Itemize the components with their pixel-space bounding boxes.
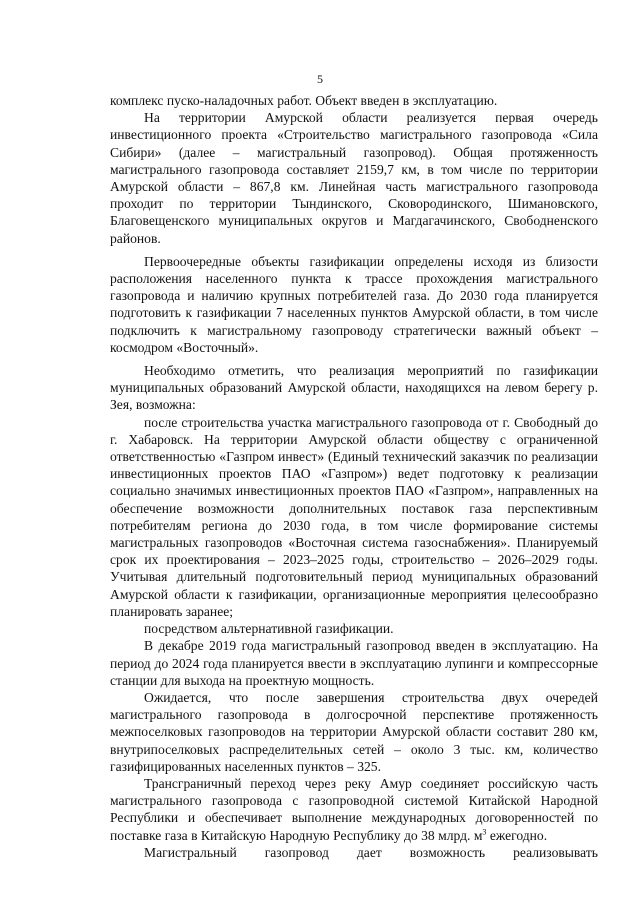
paragraph-with-superscript	[110, 775, 598, 844]
paragraph: посредством альтернативной газификации.	[144, 621, 394, 637]
page-number: 5	[317, 72, 323, 86]
paragraph-text-end: ежегодно.	[486, 827, 548, 843]
paragraph: комплекс пуско-наладочных работ. Объект введен в эксплуатацию.	[110, 93, 498, 108]
paragraph: Первоочередные объекты газификации определены исходя из близости расположения населенного пункта к трассе прохождения магистрального газопровода и наличию крупных потребителей газа. До 2030 года планируется подготовить к газификации 7 населенных пунктов Амурской области, в том числе подключить к магистральному газопроводу стратегически важный объект – космодром «Восточный».	[110, 253, 598, 355]
paragraph: В декабре 2019 года магистральный газопровод введен в эксплуатацию. На период до 2024 года планируется ввести в эксплуатацию лупинги и компрессорные станции для выхода на проектную мощность.	[110, 638, 598, 688]
paragraph: Ожидается, что после завершения строительства двух очередей магистрального газопровода в долгосрочной перспективе протяженность межпоселковых газопроводов на территории Амурской области составит 280 км, внутрипоселковых распределительных сетей – около 3 тыс. км, количество газифицированных населенных пунктов – 325.	[110, 689, 598, 774]
paragraph: На территории Амурской области реализуется первая очередь инвестиционного проекта «Строительство магистрального газопровода «Сила Сибири» (далее – магистральный газопровод). Общая протяженность магистрального газопровода составляет 2159,7 км, в том числе по территории Амурской области – 867,8 км. Линейная часть магистрального газопровода проходит по территории Тындинского, Сковородинского, Шимановского, Благовещенского муниципальных округов и Магдагачинского, Свободненского районов.	[110, 110, 598, 246]
paragraph: после строительства участка магистрального газопровода от г. Свободный до г. Хабаровск. На территории Амурской области обществу с ограниченной ответственностью «Газпром инвест» (Единый технический заказчик по реализации инвестиционных проектов ПАО «Газпром») ведет подготовку к реализации социально значимых инвестиционных проектов ПАО «Газпром», направленных на обеспечение возможности дополнительных поставок газа перспективным потребителям региона до 2030 года, в том числе формирование системы магистральных газопроводов «Восточная система газоснабжения». Планируемый срок их проектирования – 2023–2025 годы, строительство – 2026–2029 годы. Учитывая длительный подготовительный период муниципальных образований Амурской области к газификации, организационные мероприятия целесообразно планировать заранее;	[110, 414, 598, 619]
superscript: 3	[482, 827, 487, 836]
paragraph-text: Трансграничный переход через реку Амур соединяет российскую часть магистрального газопровода с газопроводной системой Китайской Народной Республики и обеспечивает выполнение международных договоренностей по поставке газа в Китайскую Народную Республику до 38 млрд. м	[110, 775, 598, 843]
paragraph: Необходимо отметить, что реализация мероприятий по газификации муниципальных образований Амурской области, находящихся на левом берегу р. Зея, возможна:	[110, 363, 598, 413]
paragraph: Магистральный газопровод дает возможность реализовывать	[144, 844, 598, 860]
document-body	[110, 92, 598, 861]
